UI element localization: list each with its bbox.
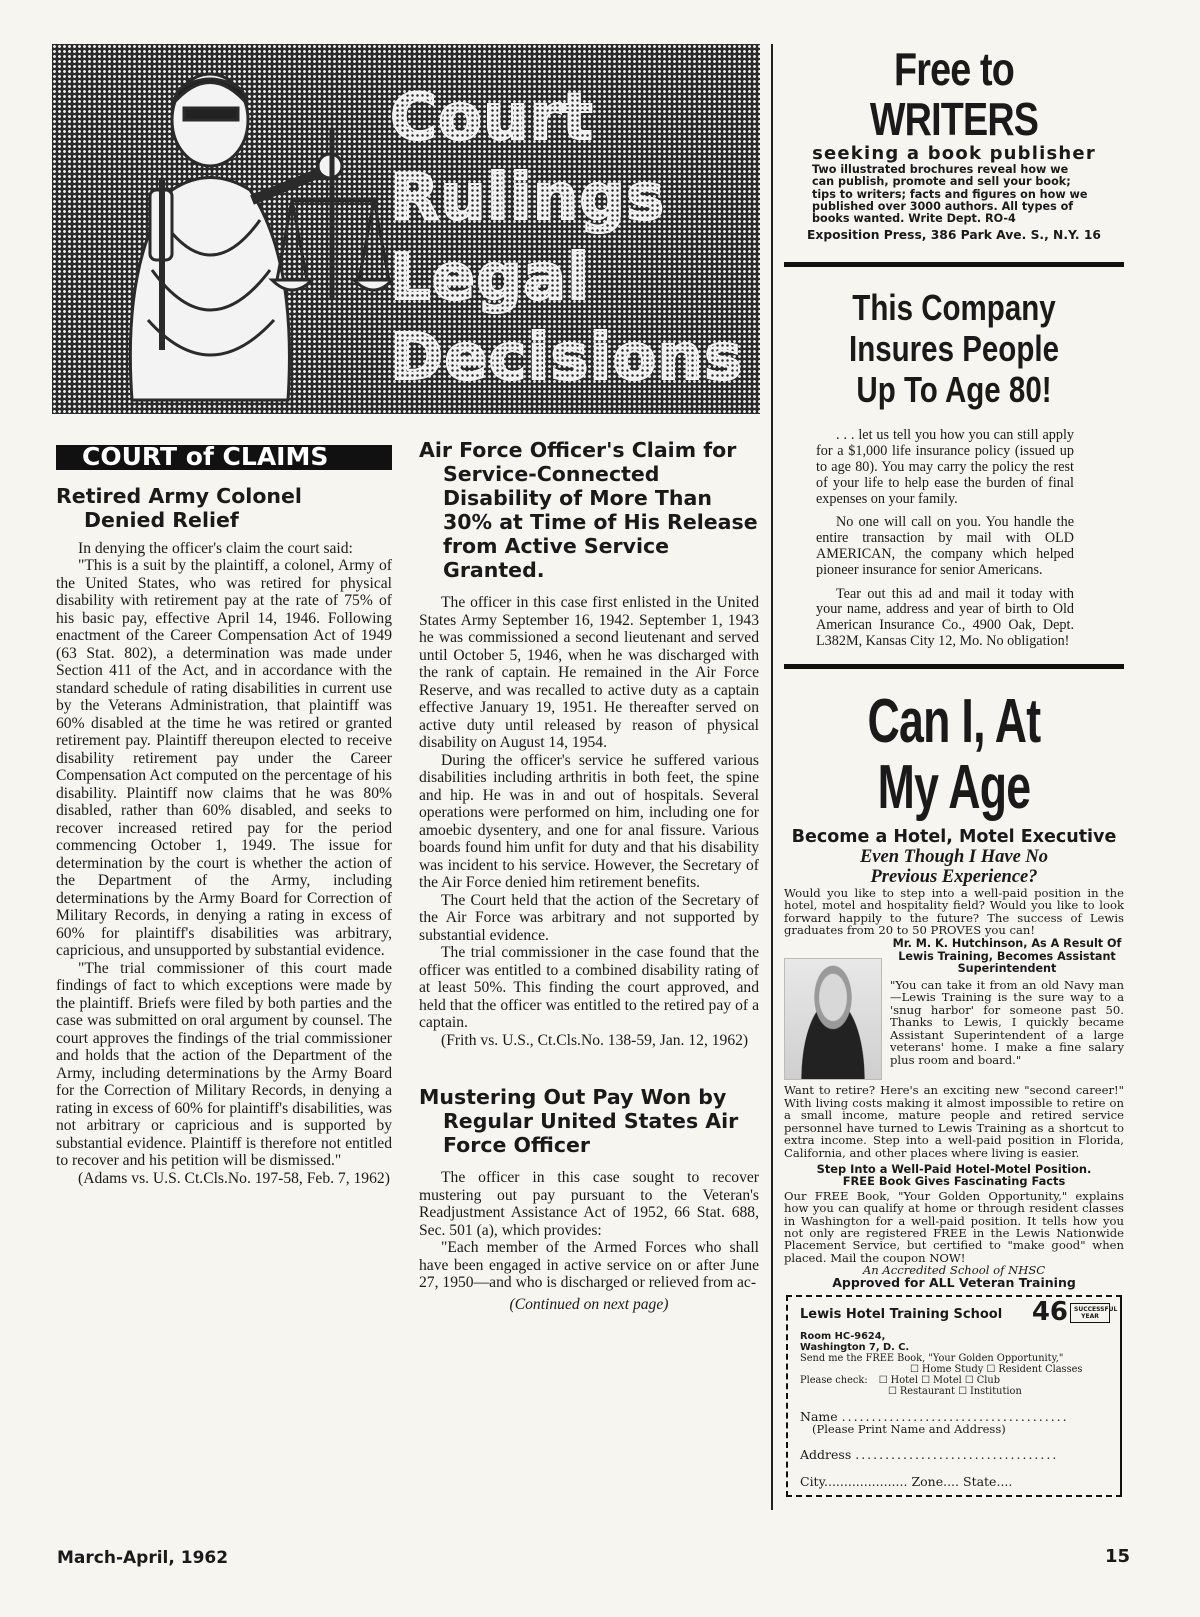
left-column [56, 442, 392, 1187]
ad-title: Up To Age 80! [856, 369, 1052, 411]
right-column [784, 44, 1124, 1497]
issue-date: March-April, 1962 [57, 1548, 229, 1568]
ad-subheading: Even Though I Have No [859, 846, 1049, 867]
article-paragraph: In denying the officer's claim the court said: [78, 539, 353, 557]
accreditation: An Accredited School of NHSC [862, 1263, 1046, 1278]
name-hint: (Please Print Name and Address) [812, 1421, 1006, 1436]
ad-intro: Would you like to step into a well-paid position in the hotel, motel and hospitality field? Would you like to look forward happily to the future? The success of Lewis graduates from 20 to 50 PROVES you can! [784, 885, 1124, 938]
testimonial-quote: "You can take it from an old Navy man—Lewis Training is the sure way to a 'snug harbor' for someone past 50. Thanks to Lewis, I quickly became Assistant Superintendent of a large veterans' home. I make a fine salary plus room and board." [890, 978, 1124, 1067]
banner-word: Rulings [390, 158, 743, 238]
ad-paragraph: Tear out this ad and mail it today with your name, address and year of birth to Old American Insurance Co., 4900 Oak, Dept. L382M, Kansas City 12, Mo. No obligation! [816, 585, 1074, 650]
banner-word: Legal [390, 238, 743, 318]
ad-subtitle: seeking a book publisher [812, 143, 1096, 164]
divider-rule [784, 262, 1124, 267]
approval-note: Approved for ALL Veteran Training [832, 1274, 1076, 1290]
title-banner [52, 44, 760, 414]
city-zone-state-field[interactable]: City..................... Zone.... State.... [800, 1473, 1013, 1489]
article-paragraph: "The trial commissioner of this court made findings of fact to which exceptions were made by the plaintiff. Briefs were filed by both parties and the case was submitted on oral argument by counsel. The court approves the findings of the trial commissioner and holds that the action of the Department of the Army, including determinations by the Army Board for the Correction of Military Records, in denying a rating in excess of 60% for plaintiff's disabilities, was not arbitrary or capricious and is supported by substantial evidence. Plaintiff is therefore not entitled to recover and his petition will be dismissed." [56, 959, 392, 1169]
case-citation: (Frith vs. U.S., Ct.Cls.No. 138-59, Jan. 12, 1962) [441, 1031, 749, 1049]
continued-note: (Continued on next page) [509, 1295, 669, 1313]
school-name: Lewis Hotel Training School [800, 1306, 1003, 1322]
ad-title: This Company [852, 287, 1056, 329]
article-paragraph: The officer in this case first enlisted in the United States Army September 16, 1942. September 1, 1943 he was commissioned a second lieutenant and served until October 5, 1946, when he was discharged with the rank of captain. He remained in the Air Force Reserve, and was recalled to active duty as a captain effective January 19, 1951. He thereafter served on active duty until released by reason of physical disability on August 14, 1954. [419, 594, 759, 751]
ad-body: Our FREE Book, "Your Golden Opportunity," explains how you can qualify at home or through resident classes in Washington for a well-paid position. It tells how you not only are registered FREE in the Lewis Nationwide Placement Service, but certified to "make good" when placed. Mail the coupon NOW! [784, 1188, 1124, 1265]
ad-hotel-training [784, 686, 1124, 1497]
ad-publisher: Exposition Press, 386 Park Ave. S., N.Y. 16 [807, 228, 1101, 243]
ad-heading: Become a Hotel, Motel Executive [791, 826, 1117, 847]
article-paragraph: The trial commissioner in the case found that the officer was entitled to a combined disability rating of at least 50%. This finding the court approved, and held that the officer was entitled to the retired pay of a captain. [419, 944, 759, 1031]
ad-paragraph: . . . let us tell you how you can still apply for a $1,000 life insurance policy (issued up to age 80). You may carry the policy the rest of your life to help ease the burden of final expenses on your family. [816, 427, 1074, 507]
ad-body [784, 428, 1124, 649]
ad-callout: Step Into a Well-Paid Hotel-Motel Position. [816, 1161, 1092, 1176]
case-citation: (Adams vs. U.S. Ct.Cls.No. 197-58, Feb. 7, 1962) [78, 1169, 390, 1187]
column-divider [771, 44, 773, 1510]
school-city: Washington 7, D. C. [800, 1341, 910, 1353]
room-number: Room HC-9624, [800, 1330, 886, 1342]
article-paragraph: During the officer's service he suffered various disabilities including arthritis in both feet, the spine and hip. He was in and out of hospitals. Several operations were performed on him, including one for amoebic dysentery, and one for anal fissure. Various boards found him unfit for duty and that his disability was incident to his service. However, the Secretary of the Air Force denied him retirement benefits. [419, 751, 759, 891]
checkbox-home-study[interactable]: ☐ Home Study ☐ Resident Classes [910, 1363, 1083, 1375]
section-heading: COURT of CLAIMS [56, 445, 392, 470]
banner-word: Court [390, 78, 743, 158]
justice-with-scales-icon [92, 50, 392, 410]
article-heading: Mustering Out Pay Won by Regular United States Air Force Officer [419, 1085, 739, 1157]
ad-insurance [784, 287, 1124, 649]
checkbox-restaurant[interactable]: ☐ Restaurant ☐ Institution [888, 1385, 1022, 1397]
article-paragraph: The officer in this case sought to recover mustering out pay pursuant to the Veteran's Readjustment Assistance Act of 1952, 66 Stat. 688, Sec. 501 (a), which provides: [419, 1169, 759, 1239]
ad-title: Insures People [848, 328, 1059, 370]
page-number: 15 [1105, 1546, 1131, 1567]
checkbox-hotel[interactable]: ☐ Hotel ☐ Motel ☐ Club [878, 1374, 1000, 1386]
ad-writers [784, 44, 1124, 242]
ad-body: Want to retire? Here's an exciting new "second career!" With living costs making it almost impossible to retire on a small income, mature people and retired service personnel have turned to Lewis Training as a shortcut to extra income. Step into a well-paid position in Florida, California, and other places where living is easier. [784, 1083, 1124, 1160]
ad-title: Can I, At My Age [867, 686, 1041, 822]
article-heading: Air Force Officer's Claim for Service-Connected Disability of More Than 30% at Time of His Release from Active Service Granted. [419, 438, 758, 582]
years-badge: SUCCESSFUL YEAR [1070, 1303, 1110, 1323]
ad-body: Two illustrated brochures reveal how we can publish, promote and sell your book; tips to writers; facts and figures on how we published over 3000 authors. All types of books wanted. Write Dept. RO-4 [812, 163, 1088, 226]
years-count: 46 [1031, 1296, 1068, 1327]
ad-paragraph: No one will call on you. You handle the entire transaction by mail with OLD AMERICAN, the company which helped pioneer insurance for senior Americans. [816, 514, 1074, 578]
middle-column [419, 438, 759, 1313]
banner-word: Decisions [390, 318, 743, 398]
testimonial [784, 938, 1124, 1080]
article-heading: Retired Army Colonel Denied Relief [56, 483, 302, 532]
portrait-photo [784, 958, 882, 1080]
divider-rule [784, 664, 1124, 669]
please-check-label: Please check: [800, 1374, 868, 1386]
address-field[interactable]: Address .................................. [800, 1446, 1059, 1462]
photo-caption: Mr. M. K. Hutchinson, As A Result Of Lewis Training, Becomes Assistant Superintendent [892, 937, 1122, 975]
name-field[interactable]: Name ...................................... [800, 1408, 1069, 1424]
ad-callout: FREE Book Gives Fascinating Facts [842, 1174, 1066, 1189]
ad-title: Free to WRITERS [869, 43, 1039, 145]
article-paragraph: The Court held that the action of the Secretary of the Air Force was arbitrary and not supported by substantial evidence. [419, 891, 759, 944]
ad-subheading: Previous Experience? [870, 866, 1038, 887]
send-request: Send me the FREE Book, "Your Golden Opportunity," [800, 1352, 1064, 1364]
mail-coupon[interactable] [786, 1295, 1122, 1497]
article-paragraph: "Each member of the Armed Forces who shall have been engaged in active service on or after June 27, 1950—and who is discharged or relieved from ac- [419, 1239, 759, 1291]
article-paragraph: "This is a suit by the plaintiff, a colonel, Army of the United States, who was retired for physical disability with retirement pay at the rate of 75% of his basic pay, effective April 14, 1946. Following enactment of the Career Compensation Act of 1949 (63 Stat. 802), a determination was made under Section 411 of the Act, and in accordance with the standard schedule of rating disabilities in current use by the Veterans Administration, that plaintiff was 60% disabled at the time he was retired or granted retirement pay. Plaintiff thereupon elected to receive disability retirement pay under the Career Compensation Act computed on the percentage of his disability. Plaintiff now claims that he was 80% disabled, rather than 60% disabled, and seeks to recover increased retired pay for the period commencing October 1, 1949. The issue for determination by the court is whether the action of the Department of the Army, including determinations by the Army Board for Correction of Military Records, in denying a rating in excess of 60% for plaintiff's disabilities was arbitrary, capricious, and unsupported by substantial evidence. [56, 557, 392, 959]
banner-title [390, 78, 743, 398]
